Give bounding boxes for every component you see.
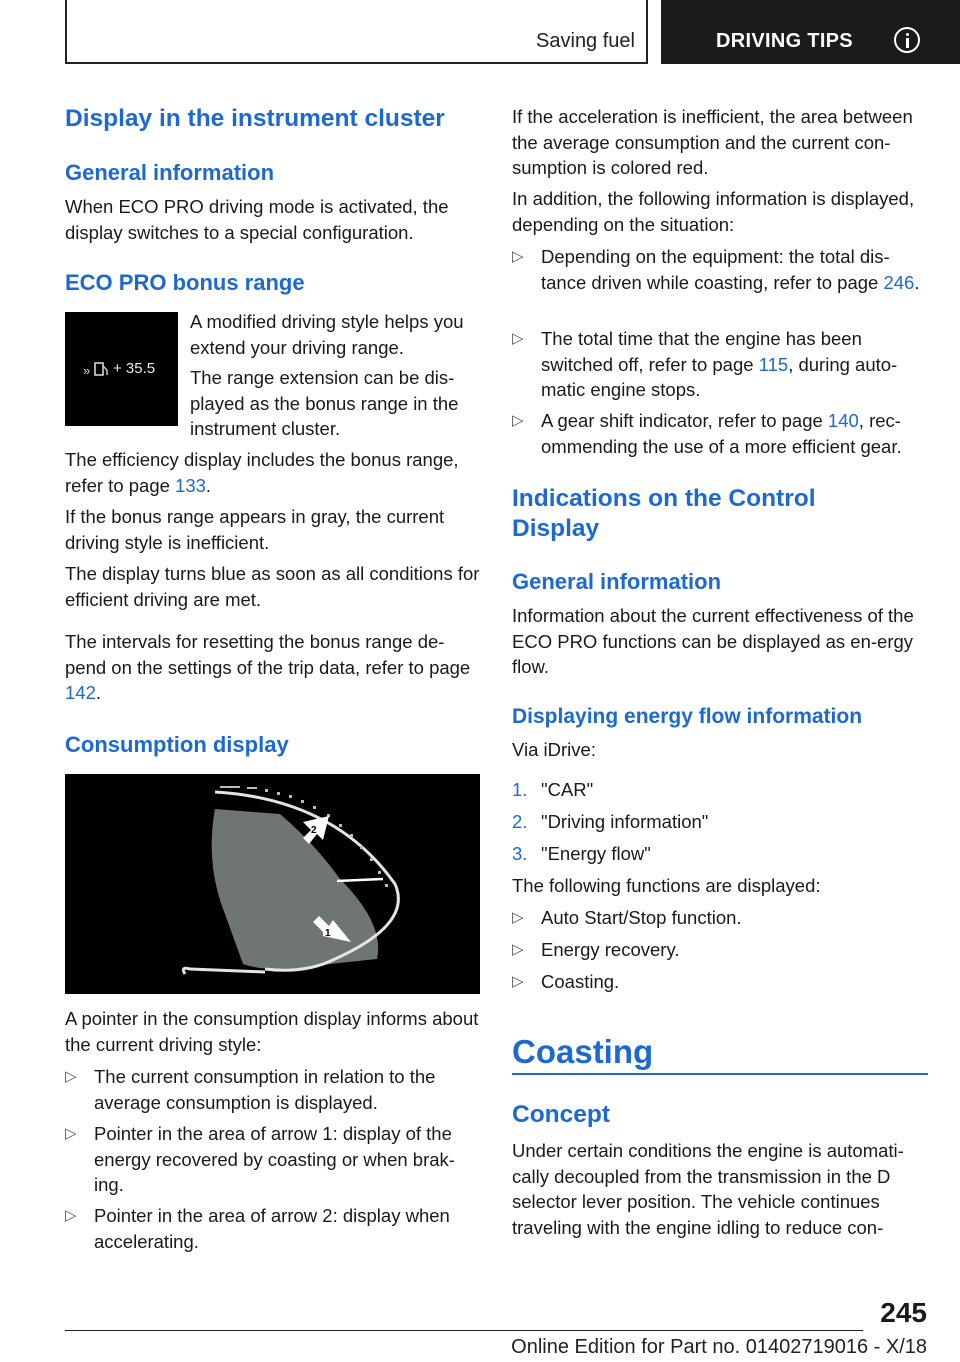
paragraph-blue: The display turns blue as soon as all conditions for efficient driving are met. xyxy=(65,563,480,610)
info-icon xyxy=(894,27,920,53)
triangle-bullet-icon: ▷ xyxy=(512,330,524,347)
bonus-range-value: + 35.5 xyxy=(113,360,156,377)
page-link-140[interactable]: 140 xyxy=(827,410,859,431)
paragraph-intervals: The intervals for resetting the bonus range de-pend on the settings of the trip data, refer to page 142. xyxy=(65,631,471,703)
heading-energy-flow: Displaying energy flow information xyxy=(512,705,863,728)
paragraph-concept: Under certain conditions the engine is automati-cally decoupled from the transmission in the D selector lever position. The vehicle continues traveling with the engine idling to reduce con- xyxy=(512,1140,904,1238)
triangle-bullet-icon: ▷ xyxy=(65,1207,77,1224)
consumption-display-figure xyxy=(65,774,480,994)
triangle-bullet-icon: ▷ xyxy=(512,909,524,926)
arrow-1-label: 1 xyxy=(325,928,331,939)
paragraph-bonus-1: A modified driving style helps you extend your driving range. xyxy=(190,311,464,358)
triangle-bullet-icon: ▷ xyxy=(512,412,524,429)
paragraph-bonus-2: The range extension can be dis-played as the bonus range in the instrument cluster. xyxy=(190,367,459,439)
paragraph-gray: If the bonus range appears in gray, the current driving style is inefficient. xyxy=(65,506,445,553)
heading-coasting: Coasting xyxy=(512,1033,654,1070)
heading-eco-pro-bonus-range: ECO PRO bonus range xyxy=(65,270,305,295)
paragraph-acceleration: If the acceleration is inefficient, the area between the average consumption and the current con-sumption is colored red. xyxy=(512,106,913,178)
paragraph-addition: In addition, the following information is displayed, depending on the situation: xyxy=(512,188,915,235)
paragraph-idrive: Via iDrive: xyxy=(512,739,596,760)
triangle-bullet-icon: ▷ xyxy=(65,1125,77,1142)
heading-general-information-2: General information xyxy=(512,569,722,594)
paragraph-efficiency: The efficiency display includes the bonus range, refer to page 133. xyxy=(65,449,459,496)
section-divider xyxy=(512,1073,928,1075)
triangle-bullet-icon: ▷ xyxy=(65,1068,77,1085)
header-section-title: Saving fuel xyxy=(536,30,635,52)
heading-consumption-display: Consumption display xyxy=(65,732,289,757)
bonus-range-figure xyxy=(65,312,178,426)
page-link-133[interactable]: 133 xyxy=(175,474,206,496)
paragraph-general: When ECO PRO driving mode is activated, the display switches to a special configuration. xyxy=(65,196,449,243)
triangle-bullet-icon: ▷ xyxy=(512,941,524,958)
svg-text:»: » xyxy=(83,363,91,378)
page-link-246[interactable]: 246 xyxy=(883,271,915,293)
paragraph-pointer: A pointer in the consumption display informs about the current driving style: xyxy=(65,1008,479,1055)
heading-display-instrument-cluster: Display in the instrument cluster xyxy=(65,105,445,132)
footer-divider xyxy=(65,1330,863,1331)
paragraph-functions: The following functions are displayed: xyxy=(512,875,821,896)
consumption-gauge xyxy=(65,774,480,994)
triangle-bullet-icon: ▷ xyxy=(512,248,524,265)
triangle-bullet-icon: ▷ xyxy=(512,973,524,990)
heading-general-information: General information xyxy=(65,160,275,185)
arrow-2-label: 2 xyxy=(311,825,317,836)
header-chapter-box xyxy=(661,0,960,64)
heading-concept: Concept xyxy=(512,1101,610,1128)
page-link-115[interactable]: 115 xyxy=(758,353,789,375)
paragraph-general-2: Information about the current effectiveness of the ECO PRO functions can be displayed as en-ergy flow. xyxy=(512,605,914,677)
heading-indications-control-display: Indications on the Control Display xyxy=(512,485,816,542)
page-number: 245 xyxy=(880,1297,927,1328)
footer-edition: Online Edition for Part no. 01402719016 - X/18 xyxy=(511,1336,927,1358)
header-chapter-title: DRIVING TIPS xyxy=(716,30,853,52)
page-link-142[interactable]: 142 xyxy=(65,682,96,703)
